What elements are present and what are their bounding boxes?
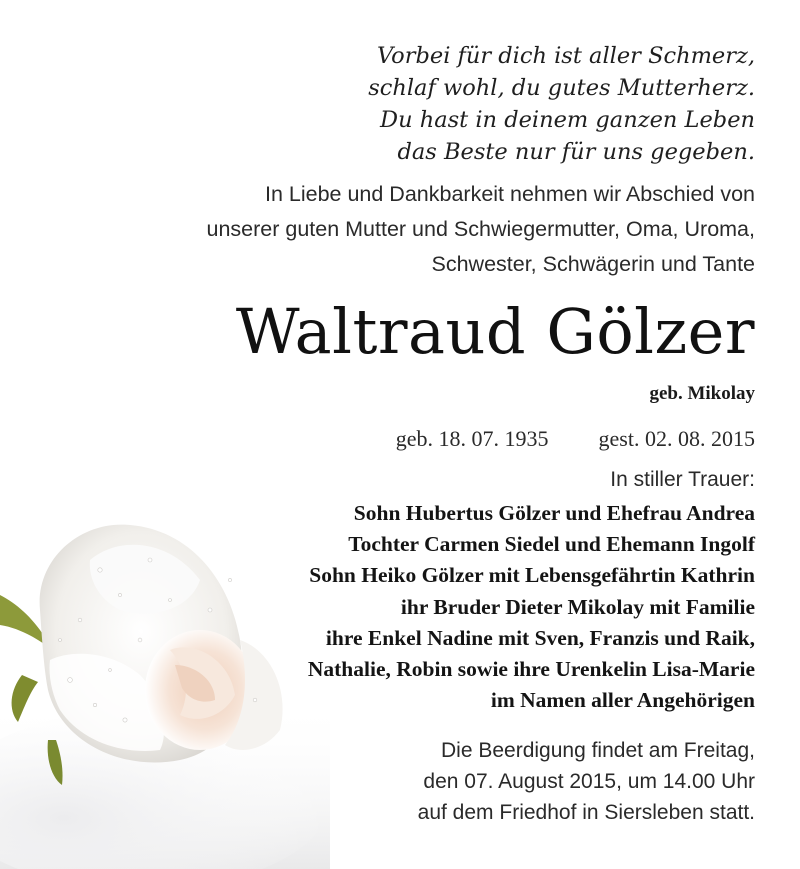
poem-line: schlaf wohl, du gutes Mutterherz. — [368, 75, 755, 101]
mourner-line: Tochter Carmen Siedel und Ehemann Ingolf — [348, 532, 755, 557]
poem — [55, 40, 755, 168]
intro-line: In Liebe und Dankbarkeit nehmen wir Abschied von — [264, 182, 755, 206]
mourner-line: ihre Enkel Nadine mit Sven, Franzis und Raik, — [325, 625, 755, 650]
birth-date: geb. 18. 07. 1935 — [395, 426, 549, 451]
intro-line: Schwester, Schwägerin und Tante — [431, 252, 755, 276]
poem-line: das Beste nur für uns gegeben. — [397, 139, 755, 165]
white-rose-image — [0, 500, 330, 869]
death-date: gest. 02. 08. 2015 — [598, 426, 755, 451]
mourner-line: Nathalie, Robin sowie ihre Urenkelin Lisa-Marie — [307, 657, 755, 682]
mourners-heading: In stiller Trauer: — [610, 468, 755, 491]
mourners-list — [308, 498, 755, 716]
poem-line: Vorbei für dich ist aller Schmerz, — [376, 43, 755, 69]
funeral-info — [418, 735, 755, 828]
funeral-line: Die Beerdigung findet am Freitag, — [440, 739, 755, 762]
funeral-line: auf dem Friedhof in Siersleben statt. — [417, 801, 755, 824]
farewell-intro — [35, 177, 755, 282]
poem-line: Du hast in deinem ganzen Leben — [380, 107, 755, 133]
life-dates — [396, 424, 755, 454]
mourner-line: ihr Bruder Dieter Mikolay mit Familie — [400, 594, 755, 619]
funeral-line: den 07. August 2015, um 14.00 Uhr — [423, 770, 755, 793]
maiden-name: geb. Mikolay — [649, 383, 755, 404]
intro-line: unserer guten Mutter und Schwiegermutter, Oma, Uroma, — [206, 217, 755, 241]
mourner-line: Sohn Heiko Gölzer mit Lebensgefährtin Kathrin — [309, 563, 755, 588]
mourner-line: Sohn Hubertus Gölzer und Ehefrau Andrea — [353, 501, 755, 525]
deceased-name: Waltraud Gölzer — [235, 295, 755, 368]
mourner-line: im Namen aller Angehörigen — [490, 688, 755, 713]
